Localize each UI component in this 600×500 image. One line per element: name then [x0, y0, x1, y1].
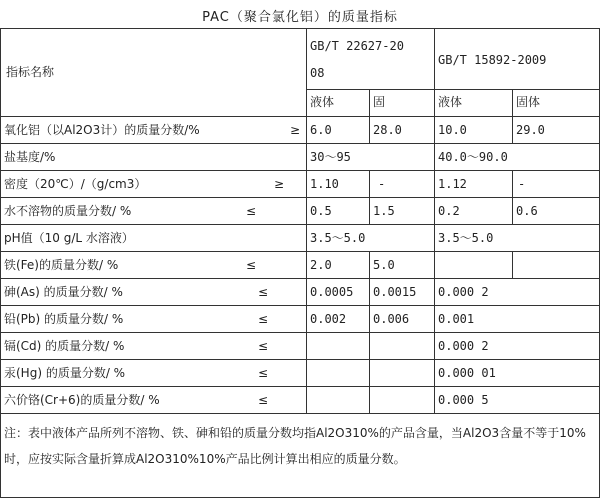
- cell-liquid-2: 1.12: [438, 177, 467, 191]
- cell-std1: 30～95: [310, 150, 351, 164]
- row-name: 铁(Fe)的质量分数/ %: [4, 258, 119, 272]
- cell-std2: 0.000 5: [438, 393, 489, 407]
- row-operator: ≤: [258, 339, 269, 353]
- row-operator: ≤: [258, 393, 269, 407]
- header-solid-1: 固: [373, 95, 386, 109]
- cell-liquid-1: 1.10: [310, 177, 339, 191]
- row-name: 氧化铝（以Al2O3计）的质量分数/%: [4, 123, 200, 137]
- cell-liquid-1: 6.0: [310, 123, 332, 137]
- cell-liquid-1: 2.0: [310, 258, 332, 272]
- row-operator: ≤: [258, 285, 269, 299]
- cell-std2: 0.000 01: [438, 366, 496, 380]
- cell-solid-2: 29.0: [516, 123, 545, 137]
- row-operator: ≤: [258, 366, 269, 380]
- row-operator: ≤: [258, 312, 269, 326]
- cell-solid-2: -: [518, 177, 526, 191]
- row-name: 汞(Hg) 的质量分数/ %: [4, 366, 126, 380]
- row-operator: ≤: [246, 258, 257, 272]
- row-name: 水不溶物的质量分数/ %: [4, 204, 132, 218]
- row-name: 六价铬(Cr+6)的质量分数/ %: [4, 393, 160, 407]
- header-indicator-name: 指标名称: [6, 65, 55, 79]
- header-std1-line2: 08: [310, 66, 325, 80]
- cell-std2: 3.5～5.0: [438, 231, 494, 245]
- row-operator: ≥: [290, 123, 301, 137]
- header-solid-2: 固体: [516, 95, 541, 109]
- cell-liquid-2: 10.0: [438, 123, 467, 137]
- row-operator: ≤: [246, 204, 257, 218]
- cell-std1: 3.5～5.0: [310, 231, 366, 245]
- cell-solid-1: 5.0: [373, 258, 395, 272]
- row-name: pH值（10 g/L 水溶液）: [4, 231, 134, 245]
- row-name: 镉(Cd) 的质量分数/ %: [4, 339, 125, 353]
- cell-solid-2: 0.6: [516, 204, 538, 218]
- cell-liquid-1: 0.002: [310, 312, 347, 326]
- row-name: 密度（20℃）/（g/cm3）: [4, 177, 147, 191]
- table-title: PAC（聚合氯化铝）的质量指标: [202, 10, 398, 25]
- cell-solid-1: 0.0015: [373, 285, 417, 299]
- cell-solid-1: 28.0: [373, 123, 402, 137]
- cell-liquid-1: 0.5: [310, 204, 332, 218]
- table-note: 注：表中液体产品所列不溶物、铁、砷和铅的质量分数均指Al2O310%的产品含量，当Al2O3含量不等于10%时，应按实际含量折算成Al2O310%10%产品比例计算出相应的质量分数。: [4, 426, 586, 466]
- cell-solid-1: 1.5: [373, 204, 395, 218]
- header-liquid-1: 液体: [310, 95, 335, 109]
- row-name: 铅(Pb) 的质量分数/ %: [4, 312, 124, 326]
- cell-std2: 40.0～90.0: [438, 150, 508, 164]
- cell-liquid-2: 0.2: [438, 204, 460, 218]
- row-name: 盐基度/%: [4, 150, 56, 164]
- cell-std2: 0.001: [438, 312, 475, 326]
- cell-liquid-1: 0.0005: [310, 285, 354, 299]
- cell-std2: 0.000 2: [438, 339, 489, 353]
- header-liquid-2: 液体: [438, 95, 463, 109]
- cell-solid-1: -: [378, 177, 386, 191]
- row-name: 砷(As) 的质量分数/ %: [4, 285, 123, 299]
- header-std1-line1: GB/T 22627-20: [310, 39, 404, 53]
- quality-table: [0, 28, 600, 498]
- row-operator: ≥: [274, 177, 285, 191]
- cell-std2: 0.000 2: [438, 285, 489, 299]
- cell-solid-1: 0.006: [373, 312, 410, 326]
- header-std2: GB/T 15892-2009: [438, 53, 547, 67]
